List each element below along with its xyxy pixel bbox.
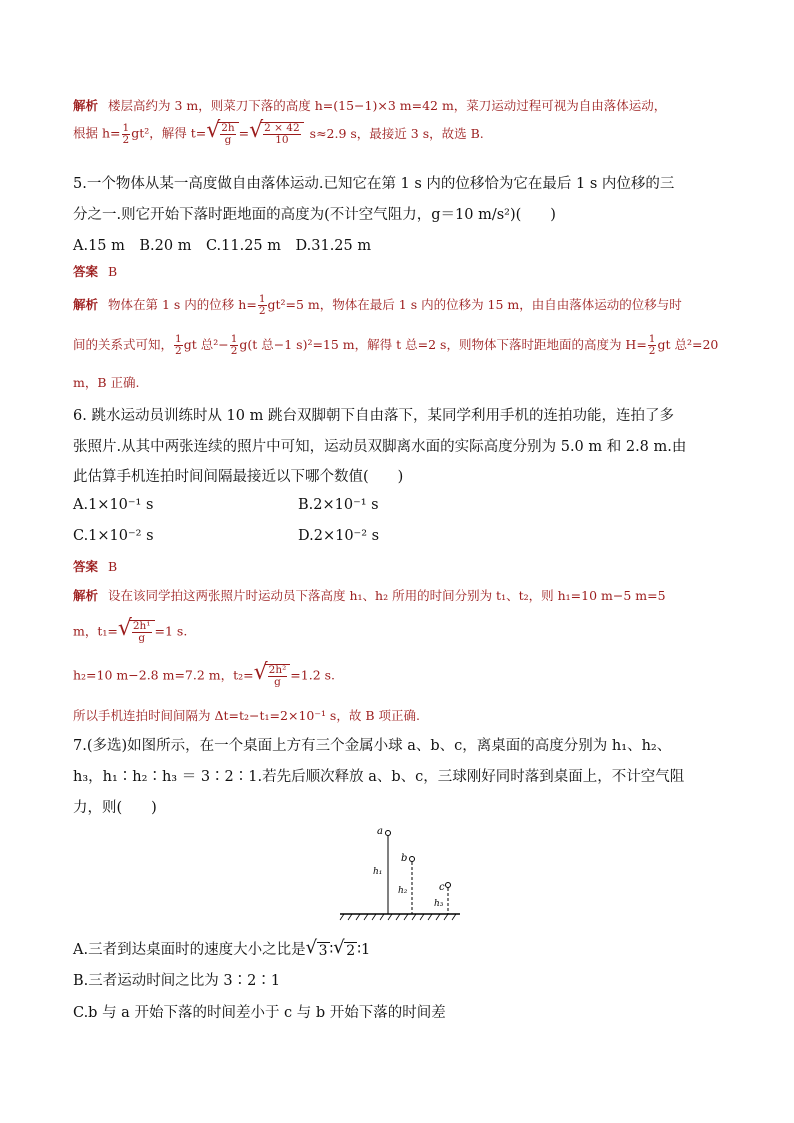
q5-answer — [73, 262, 117, 280]
q7-stem-line-2: h₃，h₁∶h₂∶h₃ ＝ 3∶2∶1.若先后顺次释放 a、b、c，三球刚好同时落到桌面上，不计空气阻 — [73, 769, 685, 785]
q5-analysis-line-1: 解析 物体在第 1 s 内的位移 h= $\frac{1}{2}$ gt²=5 m，物体在最后 1 s 内的位移为 15 m，由自由落体运动的位移与时 — [73, 293, 682, 318]
analysis-text: 根据 h= — [73, 125, 121, 141]
q6-option-a: A.1×10⁻¹ s — [73, 497, 154, 513]
sqrt-expression: √ $\frac{2h}{g}$ — [206, 122, 238, 146]
q5-analysis-line-3: m，B 正确. — [73, 375, 140, 390]
q5-stem-line-2: 分之一.则它开始下落时距地面的高度为(不计空气阻力，g＝10 m/s²)( ) — [73, 207, 556, 223]
ball-c — [446, 883, 451, 888]
answer-value: B — [108, 264, 118, 279]
ball-b — [410, 857, 415, 862]
q6-answer — [73, 557, 117, 575]
q7-option-b: B.三者运动时间之比为 3∶2∶1 — [73, 973, 281, 989]
analysis-line-2 — [73, 118, 484, 147]
answer-label: 答案 — [73, 559, 99, 574]
label-b: b — [401, 853, 408, 864]
q6-analysis-line-4: 所以手机连拍时间间隔为 Δt=t₂−t₁=2×10⁻¹ s，故 B 项正确. — [73, 708, 420, 723]
q5-analysis-line-2: 间的关系式可知， $\frac{1}{2}$ gt 总²− $\frac{1}{2}$ g(t 总−1 s)²=15 m，解得 t 总=2 s，则物体下落时距地面的高度为 H= $\frac{1}{2}$ gt 总²=20 — [73, 333, 719, 358]
q6-option-b: B.2×10⁻¹ s — [298, 497, 379, 513]
equals-sign: = — [238, 125, 250, 141]
answer-value: B — [108, 559, 118, 574]
q6-option-c: C.1×10⁻² s — [73, 528, 154, 544]
sqrt-expression: √ $\frac{2 \times 42}{10}$ — [249, 122, 304, 146]
q7-option-a: A.三者到达桌面时的速度大小之比是 √ 3 ∶ √ 2 ∶1 — [73, 936, 371, 959]
q7-option-c: C.b 与 a 开始下落的时间差小于 c 与 b 开始下落的时间差 — [73, 1005, 446, 1021]
analysis-text: gt²，解得 t= — [131, 125, 207, 141]
analysis-line-1 — [73, 96, 666, 114]
label-h1: h₁ — [373, 867, 383, 877]
analysis-text: 楼层高约为 3 m，则菜刀下落的高度 h=(15−1)×3 m=42 m，菜刀运动过程可视为自由落体运动， — [108, 98, 667, 113]
q6-analysis-line-3: h₂=10 m−2.8 m=7.2 m，t₂= √ $\frac{\text{2h²}}{g}$ =1.2 s. — [73, 660, 336, 689]
q6-option-d: D.2×10⁻² s — [298, 528, 380, 544]
q6-stem-line-3: 此估算手机连拍时间间隔最接近以下哪个数值( ) — [73, 469, 404, 485]
q5-options: A.15 m B.20 m C.11.25 m D.31.25 m — [73, 238, 372, 254]
fraction: $\frac{1}{2}$ — [122, 121, 130, 146]
label-h2: h₂ — [398, 886, 408, 896]
analysis-text: s≈2.9 s，最接近 3 s，故选 B. — [309, 125, 484, 141]
q6-analysis-line-2: m，t₁= √ $\frac{\text{2h¹}}{g}$ =1 s. — [73, 616, 188, 645]
label-a: a — [377, 826, 383, 837]
label-h3: h₃ — [434, 899, 444, 909]
analysis-label: 解析 — [73, 98, 99, 113]
q7-stem-line-3: 力，则( ) — [73, 800, 157, 816]
ball-a — [386, 831, 391, 836]
label-c: c — [439, 882, 445, 893]
q6-stem-line-2: 张照片.从其中两张连续的照片中可知，运动员双脚离水面的实际高度分别为 5.0 m 和 2.8 m.由 — [73, 439, 687, 455]
analysis-label: 解析 — [73, 588, 99, 603]
q7-stem-line-1: 7.(多选)如图所示，在一个桌面上方有三个金属小球 a、b、c，离桌面的高度分别为 h₁、h₂、 — [73, 738, 672, 754]
table-surface — [340, 914, 460, 920]
ball-height-figure — [336, 822, 466, 926]
q6-stem-line-1: 6. 跳水运动员训练时从 10 m 跳台双脚朝下自由落下，某同学利用手机的连拍功能，连拍了多 — [73, 408, 674, 424]
q5-stem-line-1: 5.一个物体从某一高度做自由落体运动.已知它在第 1 s 内的位移恰为它在最后 1 s 内位移的三 — [73, 176, 675, 192]
analysis-label: 解析 — [73, 297, 99, 313]
q6-analysis-line-1: 解析 设在该同学拍这两张照片时运动员下落高度 h₁、h₂ 所用的时间分别为 t₁、t₂，则 h₁=10 m−5 m=5 — [73, 588, 666, 603]
answer-label: 答案 — [73, 264, 99, 279]
